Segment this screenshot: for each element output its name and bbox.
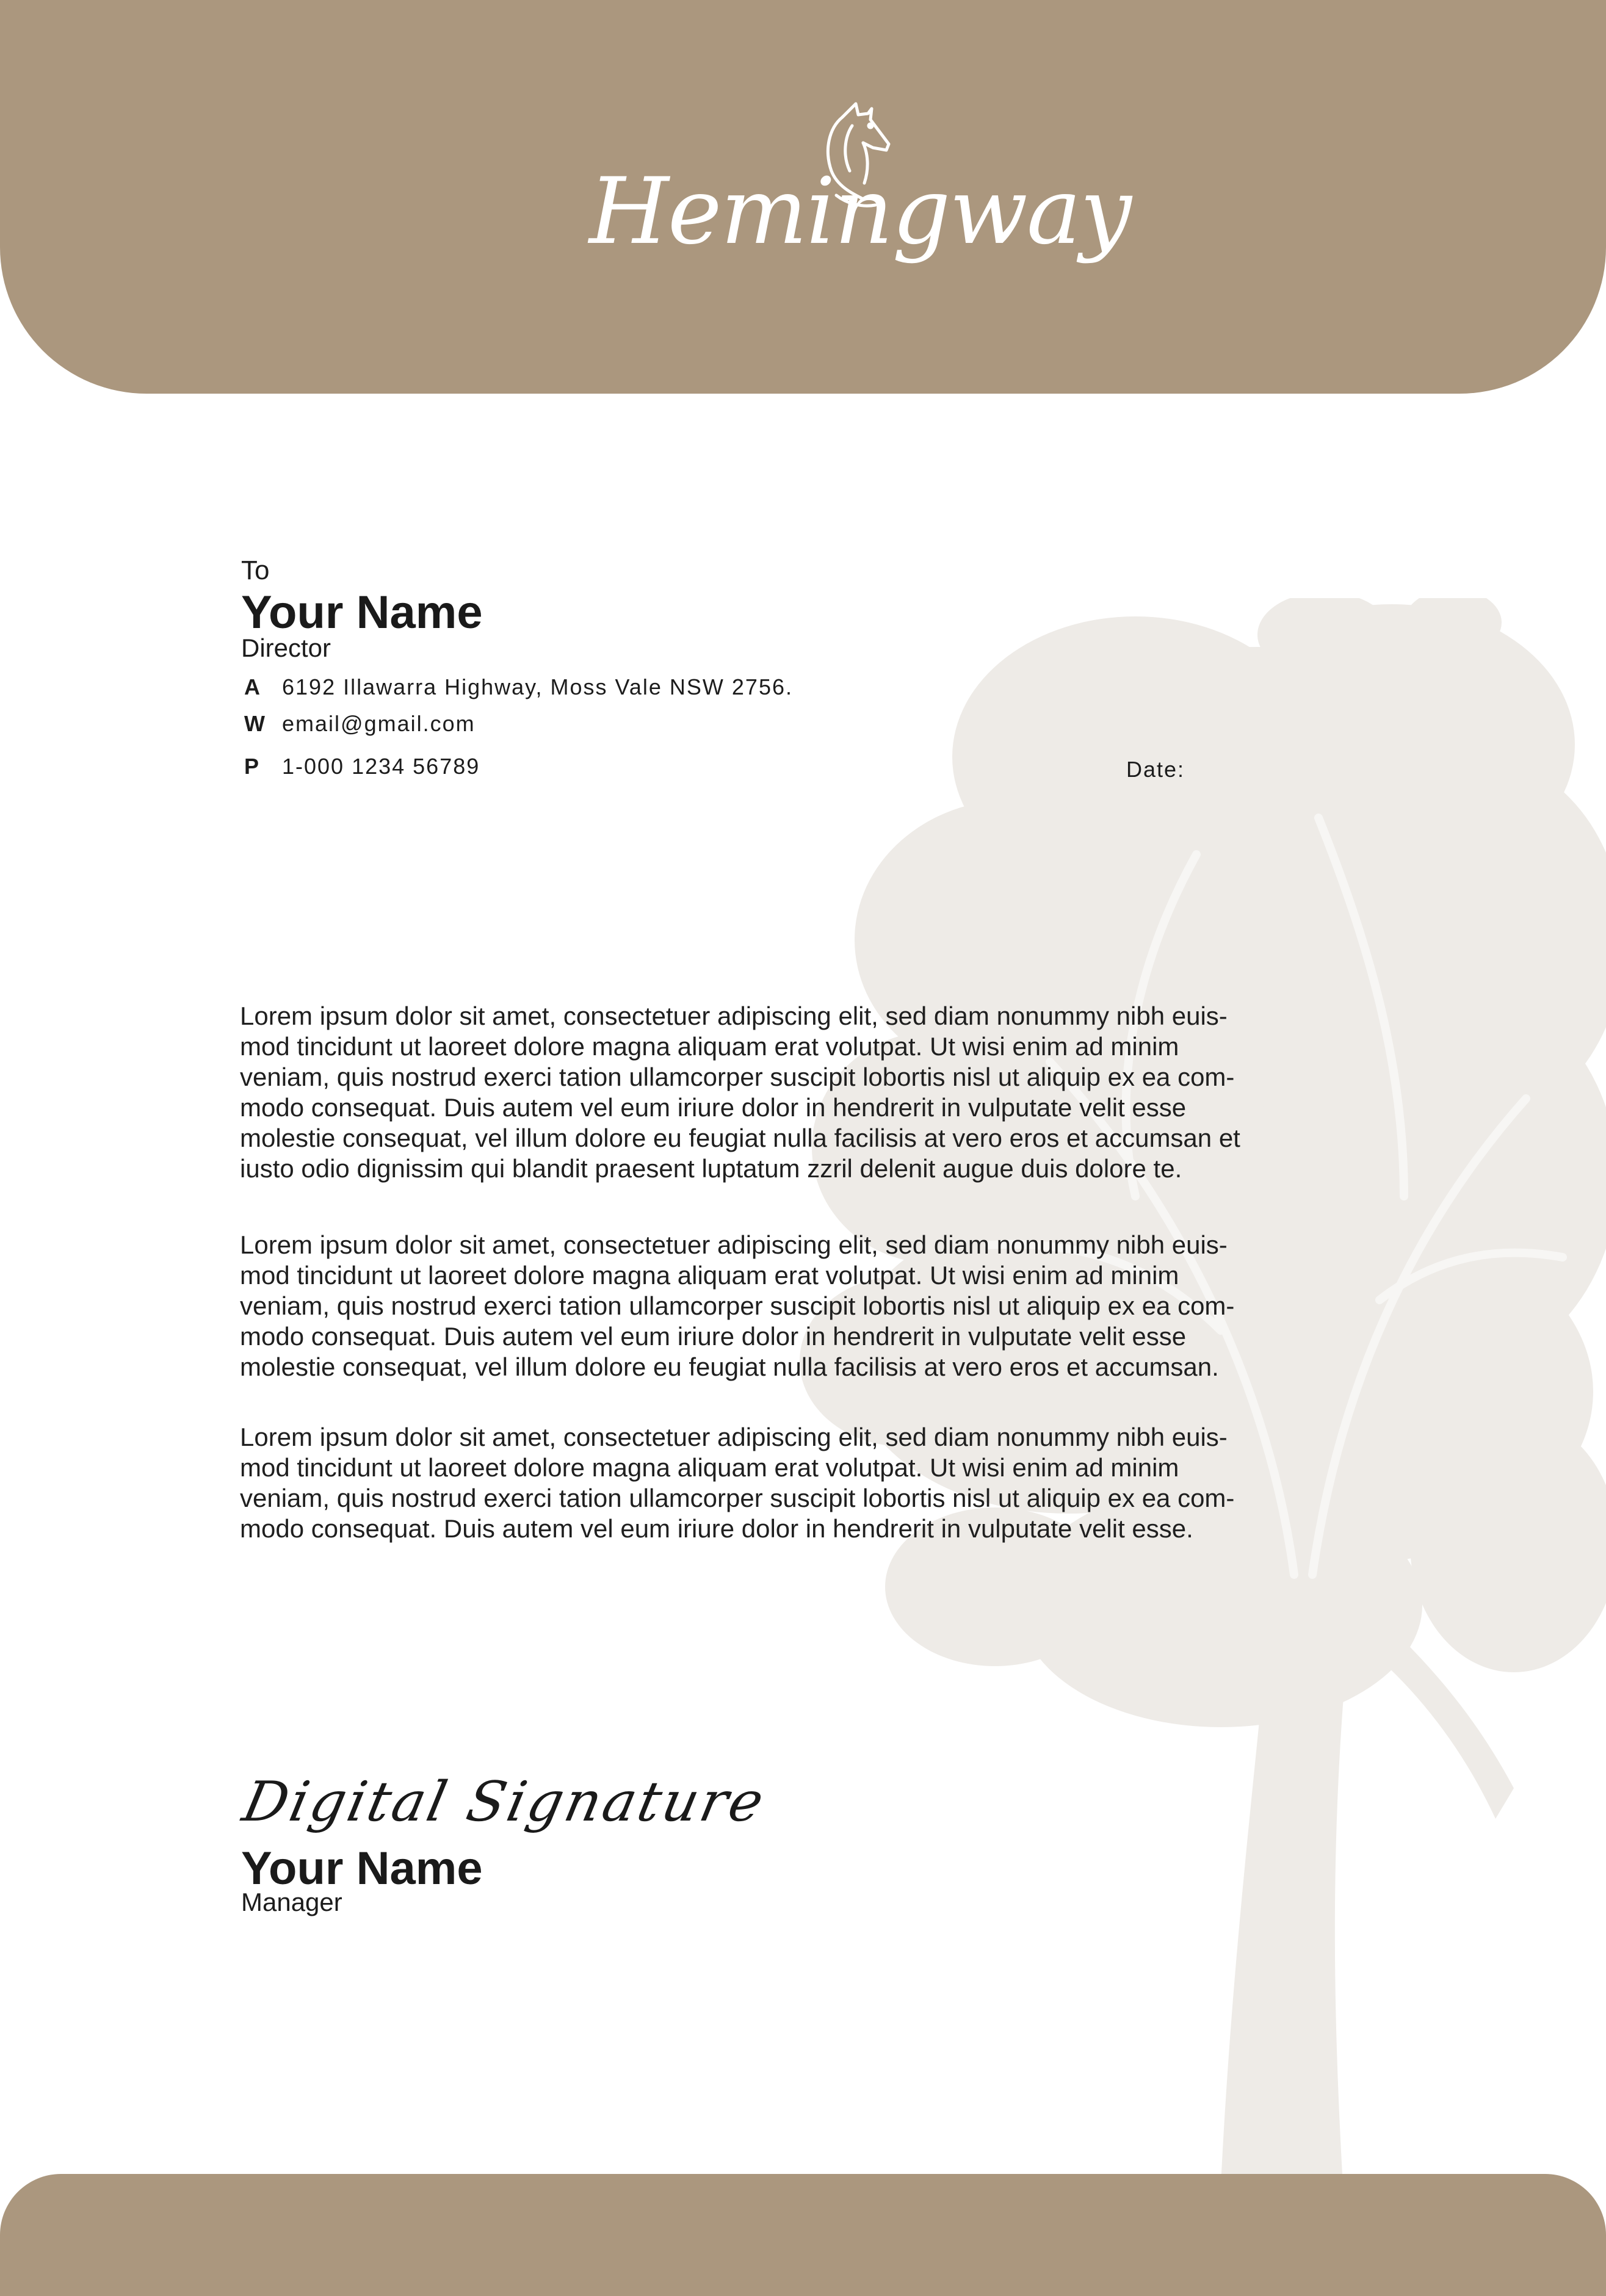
digital-signature: Digital Signature	[237, 1770, 772, 1834]
brand-name: Hemingway	[589, 159, 1130, 265]
body-paragraph-1	[240, 1001, 1357, 1184]
date-label: Date:	[1126, 757, 1185, 782]
paragraph-line: Lorem ipsum dolor sit amet, consectetuer adipiscing elit, sed diam nonummy nibh euis-	[240, 1230, 1228, 1259]
contact-email: email@gmail.com	[282, 711, 476, 736]
paragraph-line: molestie consequat, vel illum dolore eu feugiat nulla facilisis at vero eros et accumsan et	[240, 1124, 1240, 1152]
contact-address: 6192 Illawarra Highway, Moss Vale NSW 2756.	[282, 674, 793, 699]
footer-band	[0, 2174, 1606, 2296]
contact-letter: A	[244, 674, 260, 699]
recipient-name: Your Name	[241, 587, 483, 638]
paragraph-line: iusto odio dignissim qui blandit praesent luptatum zzril delenit augue duis dolore te.	[240, 1154, 1182, 1183]
body-paragraph-3	[240, 1422, 1357, 1544]
contact-letter: P	[244, 754, 259, 779]
signer-title: Manager	[241, 1888, 342, 1916]
contact-phone: 1-000 1234 56789	[282, 754, 480, 779]
to-label: To	[241, 555, 270, 585]
brand-logo	[0, 0, 1606, 394]
contact-address-row	[244, 674, 793, 705]
paragraph-line: modo consequat. Duis autem vel eum iriure dolor in hendrerit in vulputate velit esse	[240, 1322, 1187, 1351]
paragraph-line: veniam, quis nostrud exerci tation ullamcorper suscipit lobortis nisl ut aliquip ex ea com-	[240, 1063, 1235, 1091]
paragraph-line: Lorem ipsum dolor sit amet, consectetuer adipiscing elit, sed diam nonummy nibh euis-	[240, 1423, 1228, 1451]
paragraph-line: veniam, quis nostrud exerci tation ullamcorper suscipit lobortis nisl ut aliquip ex ea com-	[240, 1291, 1235, 1320]
contact-phone-row	[244, 754, 480, 784]
paragraph-line: molestie consequat, vel illum dolore eu feugiat nulla facilisis at vero eros et accumsan.	[240, 1352, 1219, 1381]
paragraph-line: Lorem ipsum dolor sit amet, consectetuer adipiscing elit, sed diam nonummy nibh euis-	[240, 1002, 1228, 1030]
paragraph-line: mod tincidunt ut laoreet dolore magna aliquam erat volutpat. Ut wisi enim ad minim	[240, 1032, 1179, 1061]
tree-silhouette-icon	[794, 598, 1606, 2185]
paragraph-line: modo consequat. Duis autem vel eum iriure dolor in hendrerit in vulputate velit esse	[240, 1093, 1187, 1122]
paragraph-line: mod tincidunt ut laoreet dolore magna aliquam erat volutpat. Ut wisi enim ad minim	[240, 1453, 1179, 1482]
contact-letter: W	[244, 711, 265, 736]
signer-name: Your Name	[241, 1843, 483, 1894]
body-paragraph-2	[240, 1230, 1357, 1382]
contact-email-row	[244, 711, 476, 742]
paragraph-line: mod tincidunt ut laoreet dolore magna aliquam erat volutpat. Ut wisi enim ad minim	[240, 1261, 1179, 1290]
paragraph-line: veniam, quis nostrud exerci tation ullamcorper suscipit lobortis nisl ut aliquip ex ea com-	[240, 1484, 1235, 1512]
recipient-title: Director	[241, 634, 331, 662]
paragraph-line: modo consequat. Duis autem vel eum iriure dolor in hendrerit in vulputate velit esse.	[240, 1514, 1193, 1543]
